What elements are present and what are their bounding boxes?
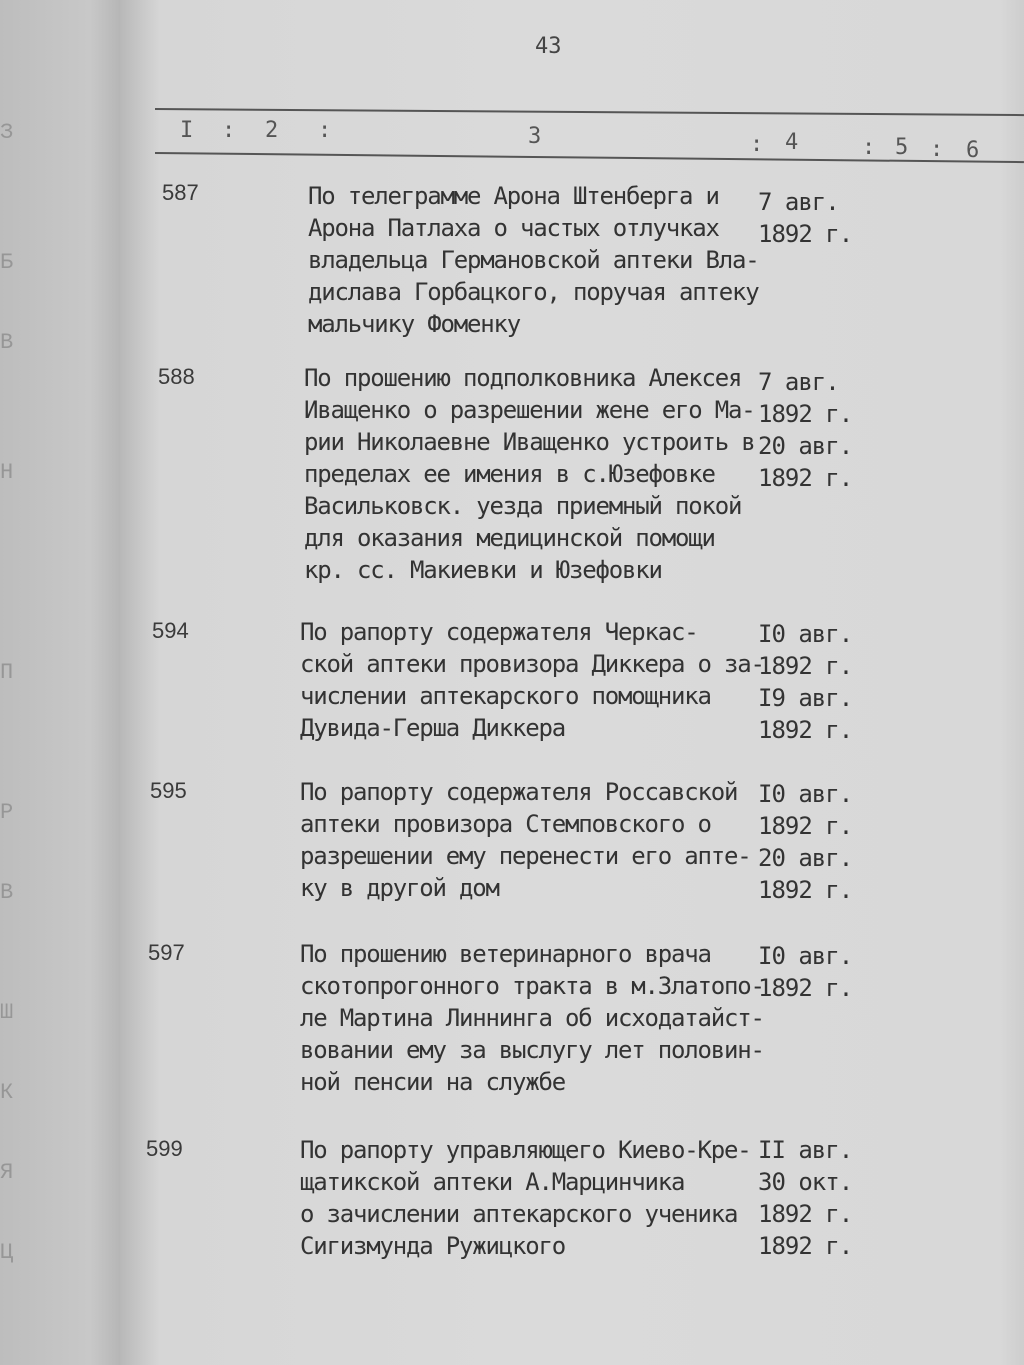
entry-number: 588 [158, 364, 195, 389]
entry-date: 20 авг. [758, 844, 853, 872]
entry-date: I0 авг. [758, 942, 853, 970]
entry-dates [758, 618, 852, 746]
entry-description [300, 938, 770, 1098]
entry-line: По рапорту содержателя Черкас- [300, 618, 698, 646]
column-separator: : [750, 132, 764, 157]
left-page-fragment: Р [0, 800, 14, 825]
entry-description [308, 180, 778, 340]
entry-line: ле Мартина Линнинга об исходатайст- [300, 1004, 764, 1032]
entry-date: 1892 г. [758, 400, 853, 428]
entry-line: По прошению подполковника Алексея [304, 364, 742, 392]
entry-date: 1892 г. [758, 716, 853, 744]
entry-date: 1892 г. [758, 812, 853, 840]
entry-date: I0 авг. [758, 780, 853, 808]
column-header-3: 3 [528, 124, 542, 149]
left-page-fragment: Ц [0, 1240, 14, 1265]
column-separator: : [862, 135, 876, 160]
entry-date: 1892 г. [758, 464, 853, 492]
entry-dates [758, 940, 852, 1004]
column-header-4: 4 [785, 130, 799, 155]
entry-date: 1892 г. [758, 1200, 853, 1228]
entry-line: По телеграмме Арона Штенберга и [308, 182, 719, 210]
entry-line: владельца Германовской аптеки Вла- [308, 246, 759, 274]
column-header-6: 6 [966, 138, 980, 163]
entry-line: Иващенко о разрешении жене его Ма- [304, 396, 755, 424]
entry-dates [758, 366, 852, 494]
entry-date: I9 авг. [758, 684, 853, 712]
entry-line: мальчику Фоменку [308, 310, 520, 338]
entry-date: 7 авг. [758, 368, 839, 396]
left-page-fragment: Б [0, 250, 14, 275]
entry-description [304, 362, 774, 586]
column-header-2: 2 [265, 118, 279, 143]
entry-description [300, 1134, 770, 1262]
entry-line: пределах ее имения в с.Юзефовке [304, 460, 715, 488]
entry-date: 20 авг. [758, 432, 853, 460]
entry-line: ской аптеки провизора Диккера о за- [300, 650, 764, 678]
left-page-fragment: П [0, 660, 14, 685]
entry-line: ной пенсии на службе [300, 1068, 565, 1096]
entry-date: II авг. [758, 1136, 853, 1164]
entry-date: 1892 г. [758, 652, 853, 680]
column-separator: : [930, 137, 944, 162]
column-separator: : [222, 118, 236, 143]
entry-line: Васильковск. уезда приемный покой [304, 492, 742, 520]
entry-number: 594 [152, 618, 189, 643]
entry-date: 1892 г. [758, 1232, 853, 1260]
entry-line: аптеки провизора Стемповского о [300, 810, 711, 838]
page-number: 43 [535, 34, 562, 59]
left-page-fragment: З [0, 120, 14, 145]
entry-line: Дувида-Герша Диккера [300, 714, 565, 742]
left-page-fragment: Я [0, 1160, 14, 1185]
column-separator: : [318, 118, 332, 143]
entry-date: 1892 г. [758, 220, 853, 248]
entry-line: о зачислении аптекарского ученика [300, 1200, 738, 1228]
entry-number: 595 [150, 778, 187, 803]
left-page-fragment: Ш [0, 1000, 14, 1025]
entry-line: ку в другой дом [300, 874, 499, 902]
entry-line: По прошению ветеринарного врача [300, 940, 711, 968]
entry-line: разрешении ему перенести его апте- [300, 842, 751, 870]
entry-line: кр. сс. Макиевки и Юзефовки [304, 556, 662, 584]
entry-date: 7 авг. [758, 188, 839, 216]
left-page-fragment: В [0, 880, 14, 905]
entry-dates [758, 186, 852, 250]
entry-description [300, 616, 770, 744]
entry-line: По рапорту содержателя Россавской [300, 778, 738, 806]
entry-line: для оказания медицинской помощи [304, 524, 715, 552]
column-header-5: 5 [895, 135, 909, 160]
entry-line: Арона Патлаха о частых отлучках [308, 214, 719, 242]
entry-number: 587 [162, 180, 199, 205]
entry-date: 1892 г. [758, 876, 853, 904]
entry-description [300, 776, 770, 904]
entry-dates [758, 1134, 852, 1262]
entry-date: 1892 г. [758, 974, 853, 1002]
entry-line: вовании ему за выслугу лет половин- [300, 1036, 764, 1064]
entry-line: рии Николаевне Иващенко устроить в [304, 428, 755, 456]
entry-line: По рапорту управляющего Киево-Кре- [300, 1136, 751, 1164]
column-header-1: I [180, 118, 194, 143]
left-page-fragment: В [0, 330, 14, 355]
entry-line: дислава Горбацкого, поручая аптеку [308, 278, 759, 306]
left-page-fragment: К [0, 1080, 14, 1105]
entry-number: 599 [146, 1136, 183, 1161]
entry-date: I0 авг. [758, 620, 853, 648]
entry-line: скотопрогонного тракта в м.Златопо- [300, 972, 764, 1000]
entry-line: Сигизмунда Ружицкого [300, 1232, 565, 1260]
entry-line: числении аптекарского помощника [300, 682, 711, 710]
left-page-fragment: Н [0, 460, 14, 485]
entry-number: 597 [148, 940, 185, 965]
entry-date: 30 окт. [758, 1168, 853, 1196]
entry-line: щатикской аптеки А.Марцинчика [300, 1168, 685, 1196]
entry-dates [758, 778, 852, 906]
